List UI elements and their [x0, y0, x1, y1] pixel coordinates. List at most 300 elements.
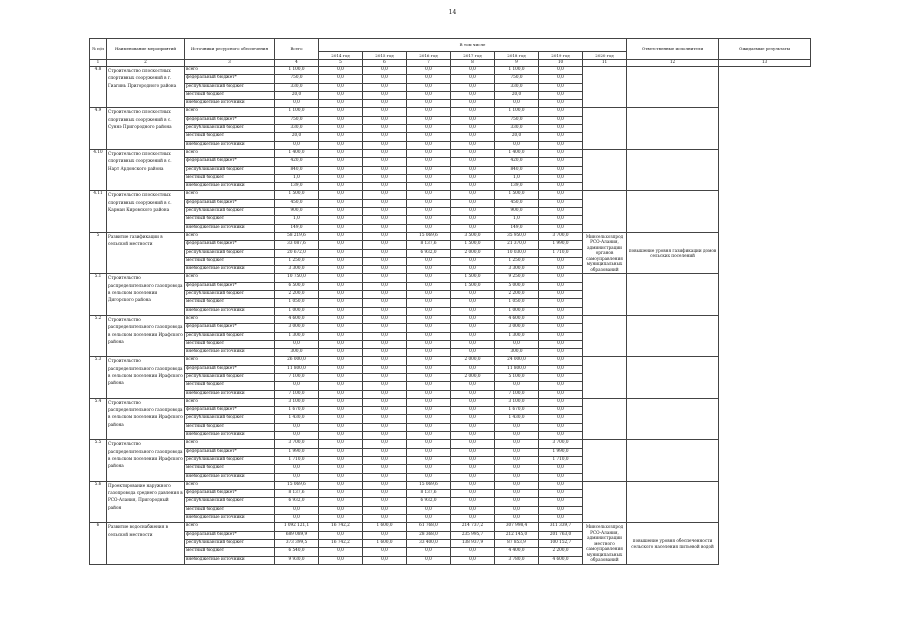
value-cell: 0,0 [275, 515, 319, 523]
value-cell: 0,0 [539, 75, 583, 83]
value-cell: 0,0 [275, 100, 319, 108]
value-cell: 0,0 [407, 274, 451, 282]
value-cell: 0,0 [451, 432, 495, 440]
source-cell: республиканский бюджет [185, 208, 275, 216]
value-cell: 0,0 [539, 116, 583, 124]
value-cell: 6 500,0 [275, 282, 319, 290]
value-cell: 0,0 [363, 191, 407, 199]
value-cell: 6 932,0 [275, 498, 319, 506]
value-cell: 0,0 [319, 282, 363, 290]
header-resp: Ответственные исполнители [627, 39, 719, 60]
value-cell: 0,0 [539, 67, 583, 75]
table-row [90, 315, 811, 323]
table-body [90, 67, 811, 565]
value-cell: 750,0 [495, 75, 539, 83]
value-cell: 0,0 [363, 373, 407, 381]
source-cell: внебюджетные источники [185, 390, 275, 398]
value-cell: 4 400,0 [495, 548, 539, 556]
value-cell: 0,0 [363, 166, 407, 174]
page-number: 14 [448, 9, 457, 16]
value-cell: 1 300,0 [495, 332, 539, 340]
result-cell [627, 481, 719, 522]
value-cell: 2 000,0 [451, 373, 495, 381]
value-cell: 0,0 [539, 216, 583, 224]
source-cell: всего [185, 191, 275, 199]
value-cell: 87 853,9 [495, 539, 539, 547]
value-cell: 0,0 [363, 249, 407, 257]
value-cell: 0,0 [407, 75, 451, 83]
value-cell: 0,0 [319, 465, 363, 473]
value-cell: 0,0 [451, 183, 495, 191]
result-cell [627, 274, 719, 315]
value-cell: 61 768,0 [407, 523, 451, 531]
value-cell: 0,0 [407, 166, 451, 174]
item-name: Строительство распределительного газопровода в сельском поселении Ирафского района [107, 398, 185, 439]
value-cell: 0,0 [319, 315, 363, 323]
value-cell: 0,0 [319, 249, 363, 257]
value-cell: 0,0 [539, 490, 583, 498]
value-cell: 0,0 [495, 490, 539, 498]
value-cell: 0,0 [495, 473, 539, 481]
value-cell: 0,0 [539, 390, 583, 398]
value-cell: 0,0 [451, 158, 495, 166]
value-cell: 0,0 [319, 216, 363, 224]
value-cell: 1 100,0 [275, 108, 319, 116]
value-cell: 0,0 [363, 108, 407, 116]
value-cell: 0,0 [319, 100, 363, 108]
value-cell: 0,0 [539, 357, 583, 365]
value-cell: 1 250,0 [495, 257, 539, 265]
value-cell: 0,0 [363, 432, 407, 440]
value-cell: 0,0 [319, 266, 363, 274]
value-cell: 0,0 [539, 224, 583, 232]
value-cell: 0,0 [451, 556, 495, 564]
value-cell: 0,0 [363, 224, 407, 232]
value-cell: 0,0 [451, 125, 495, 133]
value-cell: 0,0 [451, 407, 495, 415]
value-cell: 0,0 [451, 149, 495, 157]
value-cell: 0,0 [363, 473, 407, 481]
table-row [90, 232, 811, 240]
value-cell: 0,0 [495, 440, 539, 448]
value-cell: 0,0 [319, 390, 363, 398]
value-cell: 0,0 [363, 490, 407, 498]
value-cell: 0,0 [319, 407, 363, 415]
value-cell: 0,0 [451, 315, 495, 323]
value-cell: 0,0 [319, 490, 363, 498]
source-cell: местный бюджет [185, 548, 275, 556]
value-cell: 0,0 [363, 133, 407, 141]
responsible-cell [583, 67, 627, 108]
value-cell: 0,0 [363, 199, 407, 207]
value-cell: 1 000,0 [275, 307, 319, 315]
value-cell: 0,0 [319, 398, 363, 406]
value-cell: 0,0 [407, 357, 451, 365]
value-cell: 0,0 [363, 183, 407, 191]
value-cell: 9 250,0 [495, 274, 539, 282]
value-cell: 300,0 [275, 349, 319, 357]
source-cell: местный бюджет [185, 465, 275, 473]
source-cell: республиканский бюджет [185, 83, 275, 91]
source-cell: федеральный бюджет* [185, 365, 275, 373]
value-cell: 0,0 [539, 299, 583, 307]
value-cell: 15 069,6 [407, 481, 451, 489]
item-name: Строительство плоскостных спортивных сооружений в с. Нарт Ардонского района [107, 149, 185, 190]
value-cell: 0,0 [363, 291, 407, 299]
value-cell: 100 152,7 [539, 539, 583, 547]
value-cell: 0,0 [539, 415, 583, 423]
column-number: 4 [275, 60, 319, 67]
column-number: 9 [495, 60, 539, 67]
value-cell: 0,0 [275, 432, 319, 440]
value-cell: 0,0 [495, 382, 539, 390]
value-cell: 0,0 [319, 291, 363, 299]
value-cell: 0,0 [363, 91, 407, 99]
value-cell: 0,0 [363, 365, 407, 373]
value-cell: 0,0 [539, 481, 583, 489]
header-no: № п/п [90, 39, 107, 60]
value-cell: 1 990,0 [539, 241, 583, 249]
value-cell: 0,0 [319, 133, 363, 141]
value-cell: 0,0 [451, 349, 495, 357]
value-cell: 0,0 [451, 440, 495, 448]
source-cell: всего [185, 398, 275, 406]
result-cell: повышение уровня газификации домов сельских поселений [627, 232, 719, 273]
header-year: 2015 год [363, 52, 407, 60]
value-cell: 0,0 [319, 373, 363, 381]
value-cell: 0,0 [319, 332, 363, 340]
value-cell: 0,0 [407, 208, 451, 216]
source-cell: местный бюджет [185, 216, 275, 224]
value-cell: 0,0 [539, 274, 583, 282]
source-cell: всего [185, 523, 275, 531]
value-cell: 35 950,0 [495, 232, 539, 240]
value-cell: 0,0 [275, 506, 319, 514]
value-cell: 0,0 [363, 465, 407, 473]
source-cell: внебюджетные источники [185, 349, 275, 357]
value-cell: 0,0 [539, 515, 583, 523]
source-cell: местный бюджет [185, 506, 275, 514]
source-cell: федеральный бюджет* [185, 407, 275, 415]
item-number: 5.5 [90, 440, 107, 481]
value-cell: 1 250,0 [275, 257, 319, 265]
table-row [90, 398, 811, 406]
source-cell: федеральный бюджет* [185, 75, 275, 83]
value-cell: 1 430,0 [495, 415, 539, 423]
value-cell: 3 100,0 [275, 398, 319, 406]
value-cell: 0,0 [275, 473, 319, 481]
responsible-cell: Минсельхозпрод РСО-Алания, администрации органов самоуправления муниципальных образований [583, 232, 627, 273]
value-cell: 4 600,0 [539, 556, 583, 564]
value-cell: 0,0 [363, 423, 407, 431]
value-cell: 3 700,0 [275, 440, 319, 448]
value-cell: 0,0 [539, 498, 583, 506]
value-cell: 11 800,0 [275, 365, 319, 373]
source-cell: всего [185, 481, 275, 489]
value-cell: 0,0 [319, 299, 363, 307]
value-cell: 58 219,6 [275, 232, 319, 240]
value-cell: 2 200,0 [539, 548, 583, 556]
value-cell: 1 710,0 [539, 456, 583, 464]
responsible-cell [583, 191, 627, 232]
table-row [90, 274, 811, 282]
value-cell: 0,0 [407, 473, 451, 481]
value-cell: 0,0 [363, 83, 407, 91]
value-cell: 0,0 [451, 191, 495, 199]
value-cell: 28 368,0 [407, 531, 451, 539]
value-cell: 20,0 [275, 91, 319, 99]
value-cell: 20,0 [495, 91, 539, 99]
value-cell: 0,0 [363, 498, 407, 506]
value-cell: 0,0 [407, 83, 451, 91]
value-cell: 0,0 [539, 365, 583, 373]
source-cell: внебюджетные источники [185, 266, 275, 274]
value-cell: 0,0 [319, 191, 363, 199]
table-row [90, 191, 811, 199]
value-cell: 1,0 [275, 216, 319, 224]
value-cell: 0,0 [539, 465, 583, 473]
value-cell: 4 600,0 [495, 315, 539, 323]
item-number: 5 [90, 232, 107, 273]
value-cell: 0,0 [539, 423, 583, 431]
value-cell: 0,0 [451, 307, 495, 315]
value-cell: 0,0 [495, 340, 539, 348]
value-cell: 0,0 [539, 432, 583, 440]
table-row [90, 67, 811, 75]
value-cell: 0,0 [319, 365, 363, 373]
source-cell: внебюджетные источники [185, 307, 275, 315]
value-cell: 0,0 [539, 183, 583, 191]
source-cell: республиканский бюджет [185, 125, 275, 133]
source-cell: внебюджетные источники [185, 141, 275, 149]
result-cell: повышение уровня обеспеченности сельского населения питьевой водой [627, 523, 719, 564]
value-cell: 0,0 [407, 415, 451, 423]
value-cell: 3 300,0 [275, 266, 319, 274]
result-cell [627, 440, 719, 481]
value-cell: 0,0 [363, 315, 407, 323]
value-cell: 689 089,9 [275, 531, 319, 539]
value-cell: 0,0 [319, 498, 363, 506]
value-cell: 0,0 [451, 166, 495, 174]
value-cell: 1 500,0 [451, 274, 495, 282]
value-cell: 0,0 [495, 515, 539, 523]
value-cell: 0,0 [539, 349, 583, 357]
item-name: Строительство распределительного газопровода в сельском поселении Дигорского района [107, 274, 185, 315]
value-cell: 0,0 [451, 91, 495, 99]
value-cell: 750,0 [495, 116, 539, 124]
value-cell: 0,0 [363, 116, 407, 124]
value-cell: 0,0 [407, 91, 451, 99]
value-cell: 0,0 [407, 407, 451, 415]
value-cell: 0,0 [451, 481, 495, 489]
value-cell: 212 145,0 [495, 531, 539, 539]
value-cell: 0,0 [407, 324, 451, 332]
source-cell: местный бюджет [185, 340, 275, 348]
value-cell: 0,0 [495, 456, 539, 464]
value-cell: 1 000,0 [495, 307, 539, 315]
value-cell: 0,0 [407, 149, 451, 157]
value-cell: 0,0 [319, 83, 363, 91]
value-cell: 0,0 [319, 423, 363, 431]
column-number: 8 [451, 60, 495, 67]
value-cell: 0,0 [451, 324, 495, 332]
value-cell: 0,0 [451, 398, 495, 406]
value-cell: 0,0 [451, 423, 495, 431]
value-cell: 0,0 [363, 407, 407, 415]
value-cell: 235 995,7 [451, 531, 495, 539]
value-cell: 0,0 [407, 448, 451, 456]
source-cell: всего [185, 67, 275, 75]
value-cell: 0,0 [407, 548, 451, 556]
source-cell: республиканский бюджет [185, 498, 275, 506]
source-cell: республиканский бюджет [185, 249, 275, 257]
value-cell: 20,0 [275, 133, 319, 141]
source-cell: внебюджетные источники [185, 100, 275, 108]
value-cell: 15 069,6 [407, 232, 451, 240]
value-cell: 0,0 [363, 481, 407, 489]
source-cell: местный бюджет [185, 174, 275, 182]
value-cell: 0,0 [319, 415, 363, 423]
value-cell: 0,0 [451, 199, 495, 207]
value-cell: 0,0 [407, 365, 451, 373]
value-cell: 0,0 [451, 174, 495, 182]
value-cell: 0,0 [451, 299, 495, 307]
value-cell: 0,0 [363, 208, 407, 216]
value-cell: 2 200,0 [495, 291, 539, 299]
value-cell: 450,0 [495, 199, 539, 207]
value-cell: 1 600,0 [363, 539, 407, 547]
value-cell: 0,0 [407, 67, 451, 75]
value-cell: 0,0 [319, 556, 363, 564]
header-year: 2020 год [583, 52, 627, 60]
value-cell: 0,0 [363, 257, 407, 265]
value-cell: 0,0 [363, 125, 407, 133]
value-cell: 0,0 [539, 141, 583, 149]
value-cell: 0,0 [363, 282, 407, 290]
value-cell: 0,0 [495, 141, 539, 149]
value-cell: 0,0 [451, 448, 495, 456]
value-cell: 420,0 [495, 158, 539, 166]
value-cell: 16 742,2 [319, 539, 363, 547]
value-cell: 16 742,2 [319, 523, 363, 531]
item-name: Развитие газификации в сельской местности [107, 232, 185, 273]
value-cell: 0,0 [407, 506, 451, 514]
value-cell: 0,0 [495, 506, 539, 514]
value-cell: 900,0 [275, 208, 319, 216]
value-cell: 0,0 [539, 398, 583, 406]
value-cell: 0,0 [319, 158, 363, 166]
value-cell: 0,0 [275, 423, 319, 431]
value-cell: 0,0 [319, 67, 363, 75]
column-number: 7 [407, 60, 451, 67]
value-cell: 0,0 [539, 83, 583, 91]
value-cell: 149,0 [495, 224, 539, 232]
value-cell: 0,0 [539, 315, 583, 323]
value-cell: 0,0 [451, 141, 495, 149]
value-cell: 1 670,0 [275, 407, 319, 415]
value-cell: 33 087,6 [275, 241, 319, 249]
source-cell: федеральный бюджет* [185, 531, 275, 539]
value-cell: 0,0 [363, 75, 407, 83]
value-cell: 0,0 [363, 274, 407, 282]
value-cell: 311 339,7 [539, 523, 583, 531]
item-number: 5.2 [90, 315, 107, 356]
source-cell: федеральный бюджет* [185, 324, 275, 332]
column-number: 1 [90, 60, 107, 67]
value-cell: 0,0 [363, 299, 407, 307]
value-cell: 3 100,0 [495, 398, 539, 406]
source-cell: федеральный бюджет* [185, 490, 275, 498]
value-cell: 0,0 [451, 548, 495, 556]
source-cell: республиканский бюджет [185, 373, 275, 381]
value-cell: 0,0 [363, 448, 407, 456]
value-cell: 3 300,0 [495, 266, 539, 274]
value-cell: 10 750,0 [275, 274, 319, 282]
value-cell: 1 092 121,1 [275, 523, 319, 531]
value-cell: 0,0 [407, 282, 451, 290]
value-cell: 0,0 [451, 498, 495, 506]
value-cell: 0,0 [539, 282, 583, 290]
value-cell: 1 500,0 [451, 241, 495, 249]
value-cell: 0,0 [363, 515, 407, 523]
value-cell: 1 050,0 [275, 299, 319, 307]
value-cell: 1,0 [495, 216, 539, 224]
table-row [90, 357, 811, 365]
header-source: Источники ресурсного обеспечения [185, 39, 275, 60]
value-cell: 0,0 [319, 174, 363, 182]
table-row [90, 149, 811, 157]
value-cell: 0,0 [407, 224, 451, 232]
item-name: Строительство распределительного газопровода в сельском поселении Ирафского района [107, 357, 185, 398]
column-number: 13 [719, 60, 811, 67]
source-cell: всего [185, 440, 275, 448]
value-cell: 1 050,0 [495, 299, 539, 307]
source-cell: всего [185, 315, 275, 323]
source-cell: всего [185, 108, 275, 116]
table-row [90, 523, 811, 531]
value-cell: 0,0 [319, 141, 363, 149]
column-number: 2 [107, 60, 185, 67]
value-cell: 5 100,0 [495, 373, 539, 381]
value-cell: 0,0 [319, 224, 363, 232]
item-name: Строительство распределительного газопровода в сельском поселении Ирафского района [107, 315, 185, 356]
value-cell: 8 137,6 [275, 490, 319, 498]
value-cell: 0,0 [275, 340, 319, 348]
value-cell: 0,0 [319, 440, 363, 448]
value-cell: 0,0 [363, 390, 407, 398]
value-cell: 0,0 [319, 548, 363, 556]
value-cell: 0,0 [451, 456, 495, 464]
result-cell [627, 315, 719, 356]
item-number: 5.1 [90, 274, 107, 315]
value-cell: 0,0 [407, 465, 451, 473]
value-cell: 0,0 [319, 199, 363, 207]
value-cell: 0,0 [451, 291, 495, 299]
value-cell: 0,0 [451, 332, 495, 340]
column-number: 5 [319, 60, 363, 67]
header-name: Наименование мероприятий [107, 39, 185, 60]
header-year: 2016 год [407, 52, 451, 60]
value-cell: 307 998,4 [495, 523, 539, 531]
column-number: 10 [539, 60, 583, 67]
responsible-cell [583, 315, 627, 356]
value-cell: 0,0 [407, 432, 451, 440]
value-cell: 0,0 [363, 456, 407, 464]
value-cell: 330,0 [275, 125, 319, 133]
value-cell: 0,0 [451, 340, 495, 348]
value-cell: 214 737,2 [451, 523, 495, 531]
value-cell: 0,0 [319, 149, 363, 157]
